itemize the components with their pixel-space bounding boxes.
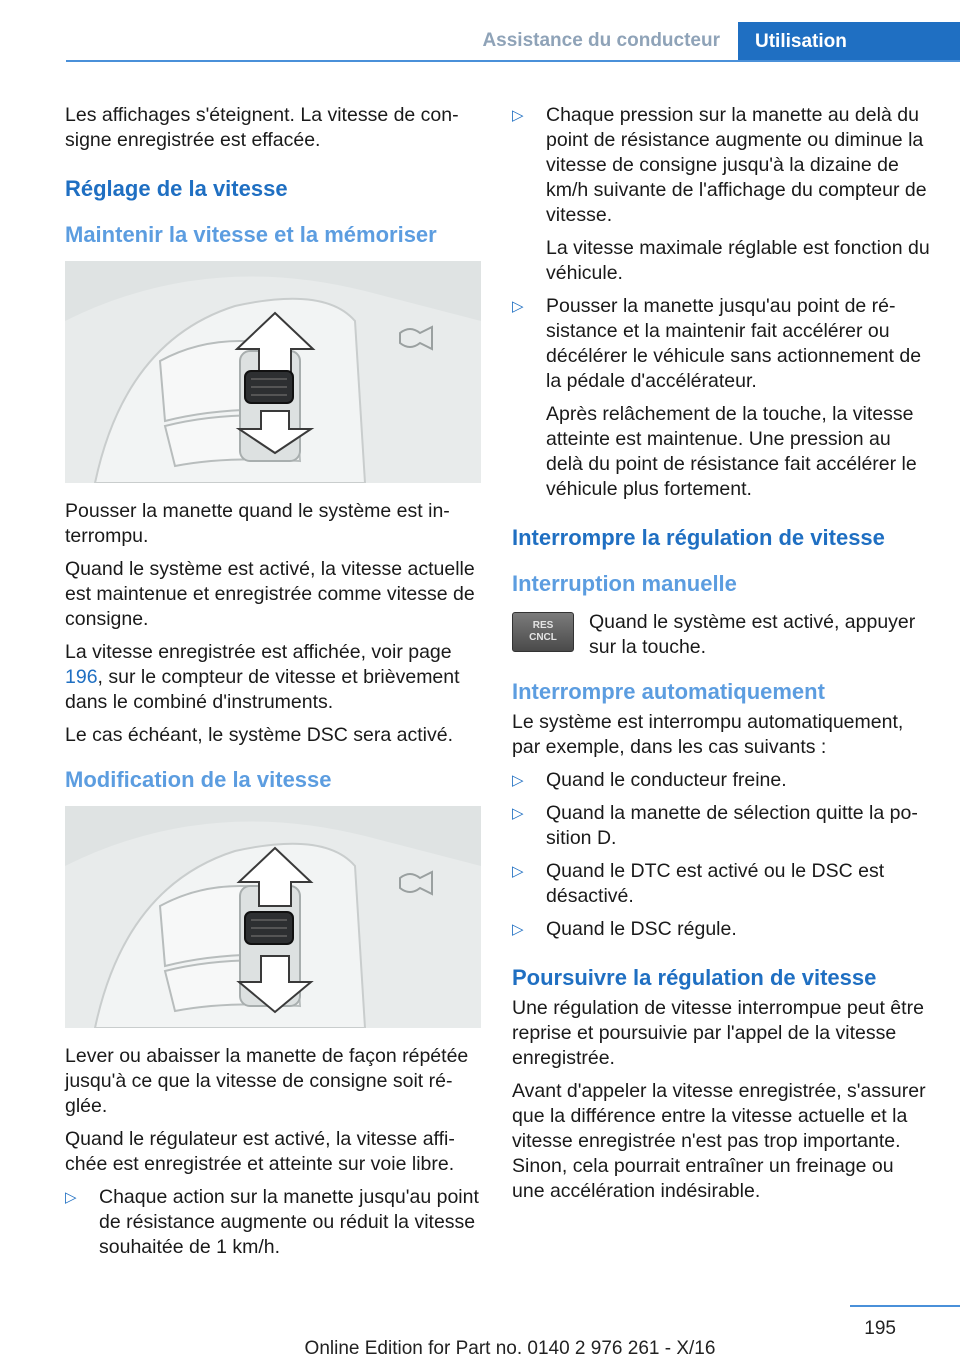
- quand-active-paragraph: Quand le système est activé, la vitesse actuelle est maintenue et enregistrée comme vitesse de consigne.: [65, 558, 475, 630]
- list-item-text: Quand le DTC est activé ou le DSC est désactivé.: [546, 860, 885, 907]
- list-item-text: Chaque pression sur la manette au delà du point de résistance augmente ou diminue la vitesse de consigne jusqu'à la dizaine de km/h suivante de l'affichage du compteur de vitesse.: [546, 104, 927, 226]
- list-item-subtext: Après relâchement de la touche, la vitesse atteinte est maintenue. Une pression au delà du point de résistance fait accélérer le véhicule plus fortement.: [546, 403, 917, 500]
- intro-paragraph: Les affichages s'éteignent. La vitesse de consigne enregistrée est effacée.: [65, 104, 459, 151]
- affichee-text-2: , sur le compteur de vitesse et brièvement dans le combiné d'instruments.: [65, 666, 460, 713]
- triangle-bullet-icon: ▷: [512, 921, 524, 938]
- speed-bullet-list: [65, 1185, 481, 1260]
- page-number: 195: [864, 1318, 896, 1339]
- header-divider: [66, 60, 960, 62]
- list-item: [512, 294, 930, 502]
- list-item: [65, 1185, 481, 1260]
- affichee-paragraph: [65, 640, 481, 715]
- steering-lever-illustration-2: [65, 806, 481, 1028]
- page-reference-link[interactable]: 196: [65, 666, 98, 688]
- heading-interrompre: Interrompre la régulation de vitesse: [512, 525, 885, 550]
- res-label: RES: [532, 620, 554, 631]
- footer-divider: [850, 1305, 960, 1307]
- steering-wheel-lever-icon: [65, 806, 481, 1028]
- heading-modification: Modification de la vitesse: [65, 767, 332, 792]
- list-item: [512, 917, 930, 942]
- triangle-bullet-icon: ▷: [65, 1189, 77, 1206]
- triangle-bullet-icon: ▷: [512, 805, 524, 822]
- dsc-paragraph: Le cas échéant, le système DSC sera activé.: [65, 724, 454, 746]
- left-column: [65, 103, 481, 1268]
- poursuivre-paragraph-2: Avant d'appeler la vitesse enregistrée, s'assurer que la différence entre la vitesse actuelle et la vitesse enregistrée n'est pas trop importante. Sinon, cela pourrait entraîner un freinage ou une accélération indésirable.: [512, 1080, 926, 1202]
- list-item-text: Quand le DSC régule.: [546, 918, 737, 940]
- header-section-title: Assistance du conducteur: [482, 30, 720, 51]
- heading-reglage: Réglage de la vitesse: [65, 176, 288, 201]
- res-paragraph: Quand le système est activé, appuyer sur la touche.: [589, 611, 916, 658]
- list-item: [512, 801, 930, 851]
- list-item: [512, 768, 930, 793]
- page-header: [66, 22, 960, 62]
- triangle-bullet-icon: ▷: [512, 298, 524, 315]
- affichee-text-1: La vitesse enregistrée est affichée, voir page: [65, 641, 452, 663]
- auto-bullet-list: [512, 768, 930, 942]
- cncl-label: CNCL: [529, 632, 557, 643]
- auto-paragraph: Le système est interrompu automatiquement, par exemple, dans les cas suivants :: [512, 711, 904, 758]
- steering-lever-illustration-1: [65, 261, 481, 483]
- list-item-text: Quand la manette de sélection quitte la position D.: [546, 802, 918, 849]
- lever-paragraph: Lever ou abaisser la manette de façon répétée jusqu'à ce que la vitesse de consigne soit réglée.: [65, 1045, 469, 1117]
- list-item-text: Pousser la manette jusqu'au point de résistance et la maintenir fait accélérer ou décélérer le véhicule sans actionnement de la pédale d'accélérateur.: [546, 295, 922, 392]
- res-cncl-button-icon: [512, 612, 574, 652]
- list-item: [512, 859, 930, 909]
- pousser-paragraph: Pousser la manette quand le système est interrompu.: [65, 500, 450, 547]
- list-item-text: Quand le conducteur freine.: [546, 769, 787, 791]
- triangle-bullet-icon: ▷: [512, 863, 524, 880]
- list-item-subtext: La vitesse maximale réglable est fonction du véhicule.: [546, 237, 930, 284]
- speed-bullet-list-continued: [512, 103, 930, 502]
- regulateur-paragraph: Quand le régulateur est activé, la vitesse affichée est enregistrée et atteinte sur voie libre.: [65, 1128, 455, 1175]
- triangle-bullet-icon: ▷: [512, 107, 524, 124]
- right-column: [512, 103, 930, 1212]
- list-item-text: Chaque action sur la manette jusqu'au point de résistance augmente ou réduit la vitesse souhaitée de 1 km/h.: [99, 1186, 479, 1258]
- triangle-bullet-icon: ▷: [512, 772, 524, 789]
- heading-poursuivre: Poursuivre la régulation de vitesse: [512, 965, 877, 990]
- poursuivre-paragraph-1: Une régulation de vitesse interrompue peut être reprise et poursuivie par l'appel de la vitesse enregistrée.: [512, 997, 924, 1069]
- heading-manuelle: Interruption manuelle: [512, 571, 737, 596]
- res-cncl-row: [512, 610, 930, 660]
- heading-maintenir: Maintenir la vitesse et la mémoriser: [65, 222, 437, 247]
- heading-auto: Interrompre automatiquement: [512, 679, 825, 704]
- edition-footer: Online Edition for Part no. 0140 2 976 261 - X/16: [304, 1338, 716, 1359]
- list-item: [512, 103, 930, 286]
- steering-wheel-lever-icon: [65, 261, 481, 483]
- header-chapter-tab[interactable]: Utilisation: [738, 22, 960, 62]
